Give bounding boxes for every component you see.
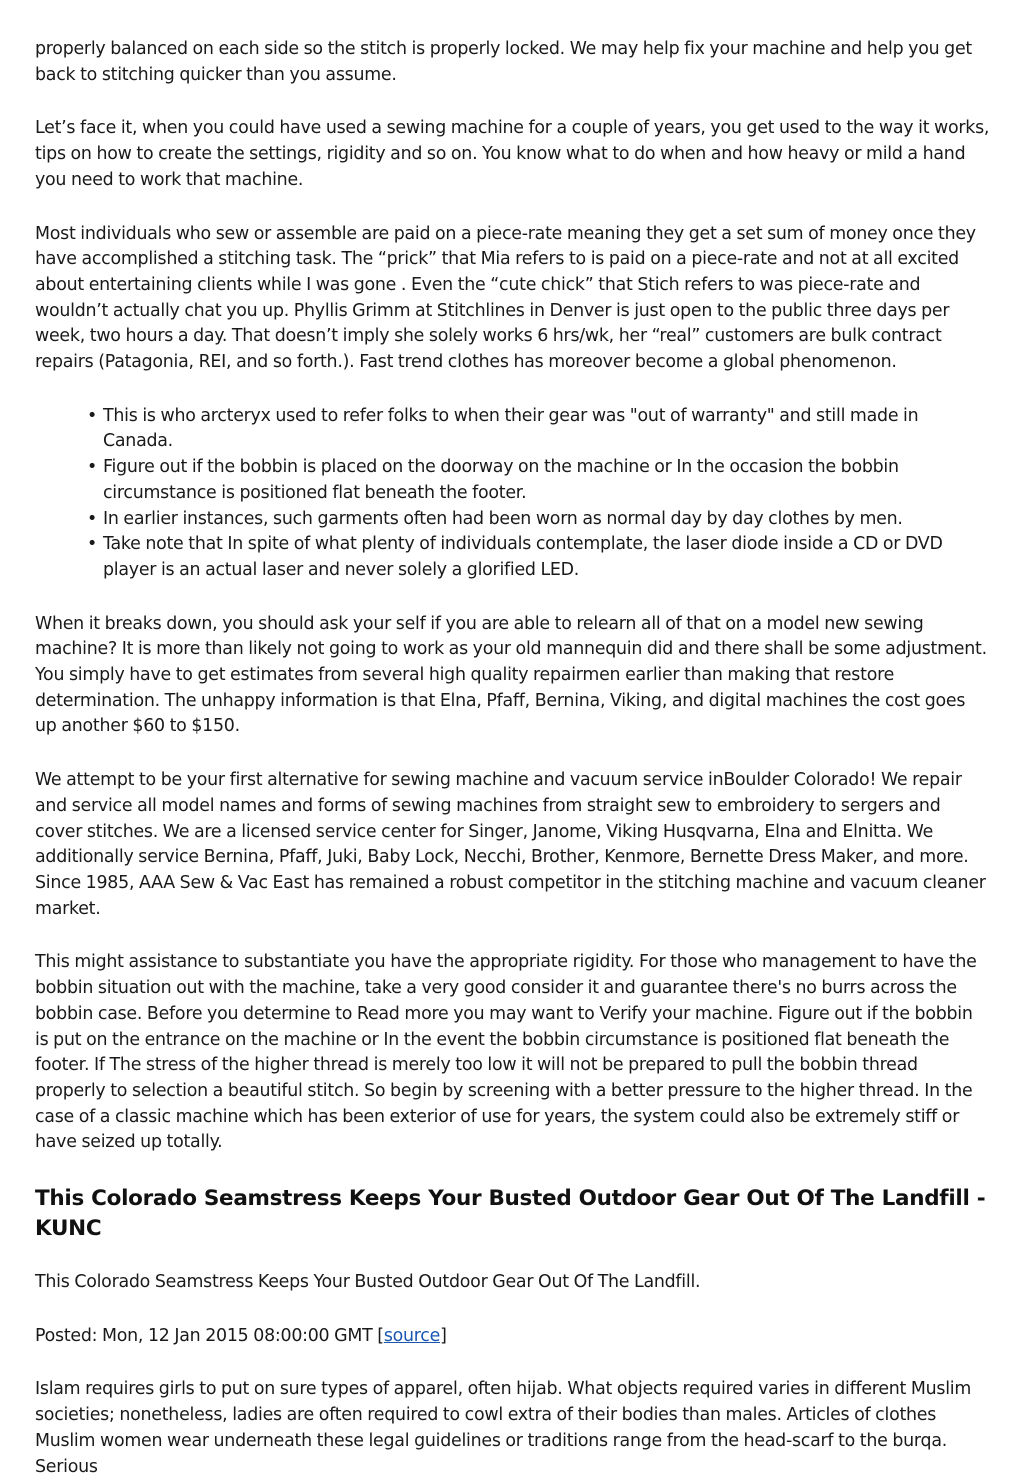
article-heading: This Colorado Seamstress Keeps Your Busted Outdoor Gear Out Of The Landfill - KUNC	[35, 1186, 986, 1242]
paragraph-service: We attempt to be your first alternative for sewing machine and vacuum service inBoulder Colorado! We repair and service all model names and forms of sewing machines from straight sew to embroidery to sergers and cover stitches. We are a licensed service center for Singer, Janome, Viking Husqvarna, Elna and Elnitta. We additionally service Bernina, Pfaff, Juki, Baby Lock, Necchi, Brother, Kenmore, Bernette Dress Maker, and more. Since 1985, AAA Sew & Vac East has remained a robust competitor in the stitching machine and vacuum cleaner market.	[35, 770, 986, 919]
source-link[interactable]: source	[383, 1325, 441, 1346]
posted-suffix: ]	[440, 1325, 447, 1346]
paragraph-piece-rate: Most individuals who sew or assemble are paid on a piece-rate meaning they get a set sum of money once they have accomplished a stitching task. The “prick” that Mia refers to is paid on a piece-rate and not at all excited about entertaining clients while I was gone . Even the “cute chick” that Stich refers to was piece-rate and wouldn’t actually chat you up. Phyllis Grimm at Stitchlines in Denver is just open to the public three days per week, two hours a day. That doesn’t imply she solely works 6 hrs/wk, her “real” customers are bulk contract repairs (Patagonia, REI, and so forth.). Fast trend clothes has moreover become a global phenomenon.	[35, 223, 976, 373]
paragraph-tension: This might assistance to substantiate you have the appropriate rigidity. For those who management to have the bobbin situation out with the machine, take a very good consider it and guarantee there's no burrs across the bobbin case. Before you determine to Read more you may want to Verify your machine. Figure out if the bobbin is put on the entrance on the machine or In the event the bobbin circumstance is positioned flat beneath the footer. If The stress of the higher thread is merely too low it will not be prepared to pull the bobbin thread properly to selection a beautiful stitch. So begin by screening with a better pressure to the higher thread. In the case of a classic machine which has been exterior of use for years, the system could also be extremely stiff or have seized up totally.	[35, 952, 977, 1153]
list-item: • This is who arcteryx used to refer folks to when their gear was "out of warranty" and still made in Canada.	[103, 404, 990, 455]
posted-line	[35, 1324, 990, 1350]
list-item: • Figure out if the bobbin is placed on the doorway on the machine or In the occasion the bobbin circumstance is positioned flat beneath the footer.	[103, 455, 990, 506]
paragraph-intro: properly balanced on each side so the stitch is properly locked. We may help fix your machine and help you get back to stitching quicker than you assume.	[35, 39, 972, 85]
paragraph-islam: Islam requires girls to put on sure types of apparel, often hijab. What objects required varies in different Muslim societies; nonetheless, ladies are often required to cowl extra of their bodies than males. Articles of clothes Muslim women wear underneath these legal guidelines or traditions range from the head-scarf to the burqa. Serious	[35, 1379, 972, 1477]
posted-prefix: Posted: Mon, 12 Jan 2015 08:00:00 GMT [	[35, 1325, 384, 1346]
bullet-list	[35, 404, 990, 584]
paragraph-article-title: This Colorado Seamstress Keeps Your Busted Outdoor Gear Out Of The Landfill.	[35, 1272, 701, 1293]
list-item: • Take note that In spite of what plenty of individuals contemplate, the laser diode inside a CD or DVD player is an actual laser and never solely a glorified LED.	[103, 532, 990, 583]
paragraph-familiarity: Let’s face it, when you could have used a sewing machine for a couple of years, you get used to the way it works, tips on how to create the settings, rigidity and so on. You know what to do when and how heavy or mild a hand you need to work that machine.	[35, 118, 990, 190]
list-item: • In earlier instances, such garments often had been worn as normal day by day clothes by men.	[103, 507, 990, 533]
paragraph-breakdown: When it breaks down, you should ask your self if you are able to relearn all of that on a model new sewing machine? It is more than likely not going to work as your old mannequin did and there shall be some adjustment. You simply have to get estimates from several high quality repairmen earlier than making that restore determination. The unhappy information is that Elna, Pfaff, Bernina, Viking, and digital machines the cost goes up another $60 to $150.	[35, 613, 987, 737]
